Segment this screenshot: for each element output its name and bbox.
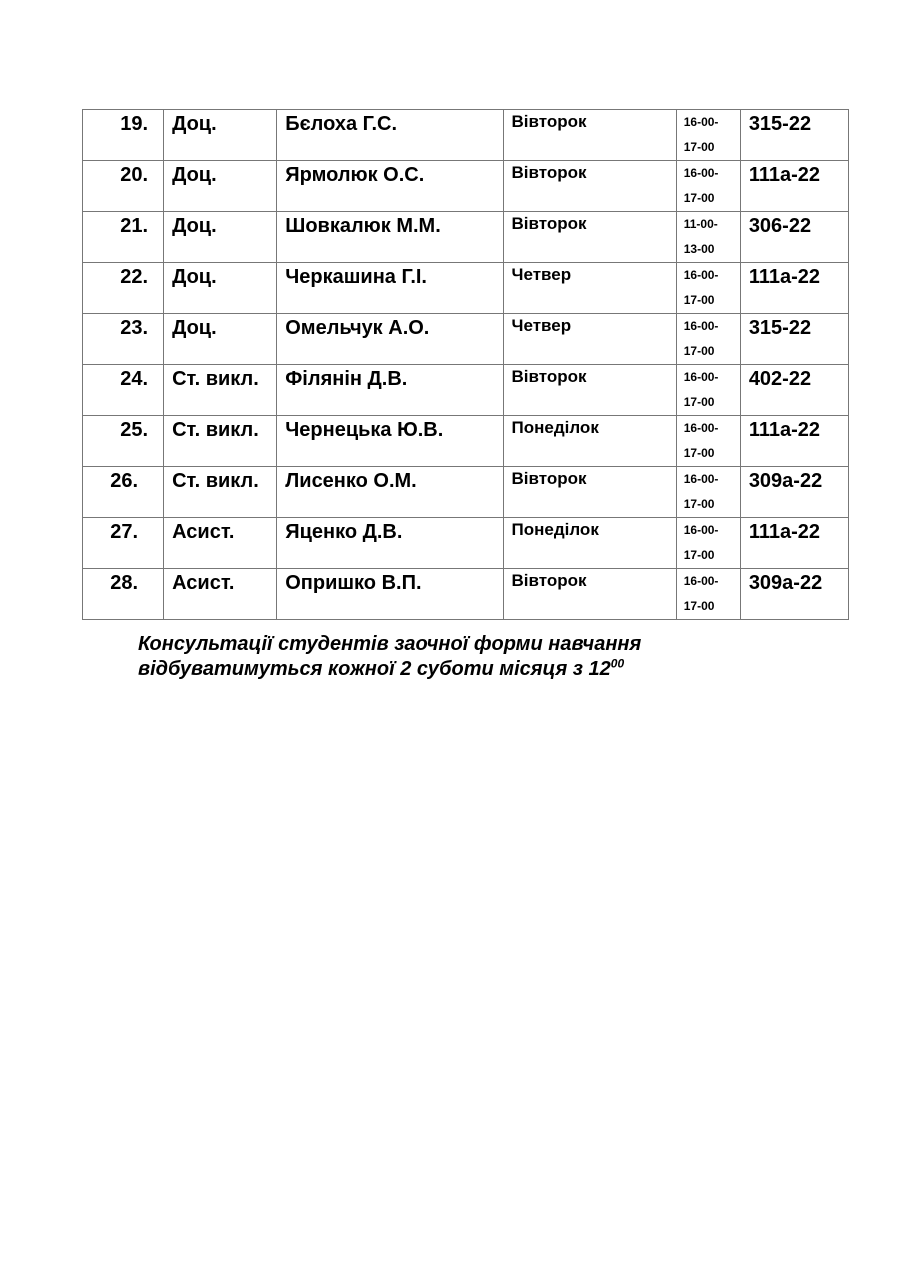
- position-cell: Доц.: [164, 314, 277, 365]
- room-cell: 309а-22: [740, 569, 848, 620]
- time-cell: [676, 365, 740, 416]
- teacher-name-cell: Черкашина Г.І.: [277, 263, 503, 314]
- note-time-superscript: 00: [610, 656, 625, 671]
- room-cell: 111а-22: [740, 263, 848, 314]
- position-cell: Ст. викл.: [164, 365, 277, 416]
- time-end: 17-00: [683, 446, 715, 460]
- consultation-schedule-table: [82, 109, 849, 620]
- position-cell: Асист.: [164, 569, 277, 620]
- position-cell: Доц.: [164, 212, 277, 263]
- day-cell: Вівторок: [503, 467, 676, 518]
- row-number: 25.: [83, 416, 164, 467]
- time-cell: [676, 110, 740, 161]
- row-number: 19.: [83, 110, 164, 161]
- day-cell: Вівторок: [503, 110, 676, 161]
- teacher-name-cell: Чернецька Ю.В.: [277, 416, 503, 467]
- time-cell: [676, 263, 740, 314]
- time-start: 16-00-: [683, 574, 719, 588]
- table-row: [83, 518, 849, 569]
- time-start: 16-00-: [683, 268, 719, 282]
- row-number: 22.: [83, 263, 164, 314]
- time-start: 16-00-: [683, 472, 719, 486]
- table-row: [83, 416, 849, 467]
- time-start: 16-00-: [683, 523, 719, 537]
- time-end: 17-00: [683, 599, 715, 613]
- table-row: [83, 263, 849, 314]
- time-end: 17-00: [683, 548, 715, 562]
- teacher-name-cell: Омельчук А.О.: [277, 314, 503, 365]
- table-row: [83, 212, 849, 263]
- room-cell: 315-22: [740, 110, 848, 161]
- table-row: [83, 467, 849, 518]
- day-cell: Понеділок: [503, 518, 676, 569]
- time-cell: [676, 212, 740, 263]
- room-cell: 111а-22: [740, 518, 848, 569]
- room-cell: 111а-22: [740, 416, 848, 467]
- day-cell: Вівторок: [503, 212, 676, 263]
- teacher-name-cell: Філянін Д.В.: [277, 365, 503, 416]
- note-line-2: відбуватимуться кожної 2 суботи місяця з 12: [138, 658, 611, 680]
- row-number: 28.: [83, 569, 164, 620]
- position-cell: Доц.: [164, 161, 277, 212]
- day-cell: Вівторок: [503, 365, 676, 416]
- position-cell: Ст. викл.: [164, 416, 277, 467]
- day-cell: Четвер: [503, 263, 676, 314]
- time-start: 11-00-: [683, 217, 718, 231]
- table-row: [83, 365, 849, 416]
- position-cell: Доц.: [164, 110, 277, 161]
- row-number: 23.: [83, 314, 164, 365]
- extramural-consultation-note: [138, 632, 778, 682]
- note-line-1: Консультації студентів заочної форми навчання: [138, 633, 642, 655]
- day-cell: Четвер: [503, 314, 676, 365]
- time-end: 17-00: [683, 293, 715, 307]
- time-end: 17-00: [683, 191, 715, 205]
- teacher-name-cell: Яценко Д.В.: [277, 518, 503, 569]
- time-end: 17-00: [683, 344, 715, 358]
- time-cell: [676, 161, 740, 212]
- time-start: 16-00-: [683, 370, 719, 384]
- time-cell: [676, 314, 740, 365]
- teacher-name-cell: Шовкалюк М.М.: [277, 212, 503, 263]
- row-number: 27.: [83, 518, 164, 569]
- day-cell: Понеділок: [503, 416, 676, 467]
- time-end: 17-00: [683, 140, 715, 154]
- position-cell: Асист.: [164, 518, 277, 569]
- room-cell: 306-22: [740, 212, 848, 263]
- teacher-name-cell: Ярмолюк О.С.: [277, 161, 503, 212]
- row-number: 24.: [83, 365, 164, 416]
- teacher-name-cell: Опришко В.П.: [277, 569, 503, 620]
- table-row: [83, 161, 849, 212]
- row-number: 26.: [83, 467, 164, 518]
- row-number: 20.: [83, 161, 164, 212]
- table-row: [83, 110, 849, 161]
- time-end: 17-00: [683, 395, 715, 409]
- time-cell: [676, 416, 740, 467]
- time-start: 16-00-: [683, 319, 719, 333]
- table-row: [83, 314, 849, 365]
- room-cell: 309а-22: [740, 467, 848, 518]
- room-cell: 315-22: [740, 314, 848, 365]
- table-row: [83, 569, 849, 620]
- room-cell: 111а-22: [740, 161, 848, 212]
- position-cell: Доц.: [164, 263, 277, 314]
- time-end: 17-00: [683, 497, 715, 511]
- teacher-name-cell: Лисенко О.М.: [277, 467, 503, 518]
- time-cell: [676, 518, 740, 569]
- row-number: 21.: [83, 212, 164, 263]
- room-cell: 402-22: [740, 365, 848, 416]
- time-start: 16-00-: [683, 421, 719, 435]
- teacher-name-cell: Бєлоха Г.С.: [277, 110, 503, 161]
- position-cell: Ст. викл.: [164, 467, 277, 518]
- time-start: 16-00-: [683, 166, 719, 180]
- time-cell: [676, 467, 740, 518]
- day-cell: Вівторок: [503, 569, 676, 620]
- day-cell: Вівторок: [503, 161, 676, 212]
- time-cell: [676, 569, 740, 620]
- time-end: 13-00: [683, 242, 715, 256]
- time-start: 16-00-: [683, 115, 719, 129]
